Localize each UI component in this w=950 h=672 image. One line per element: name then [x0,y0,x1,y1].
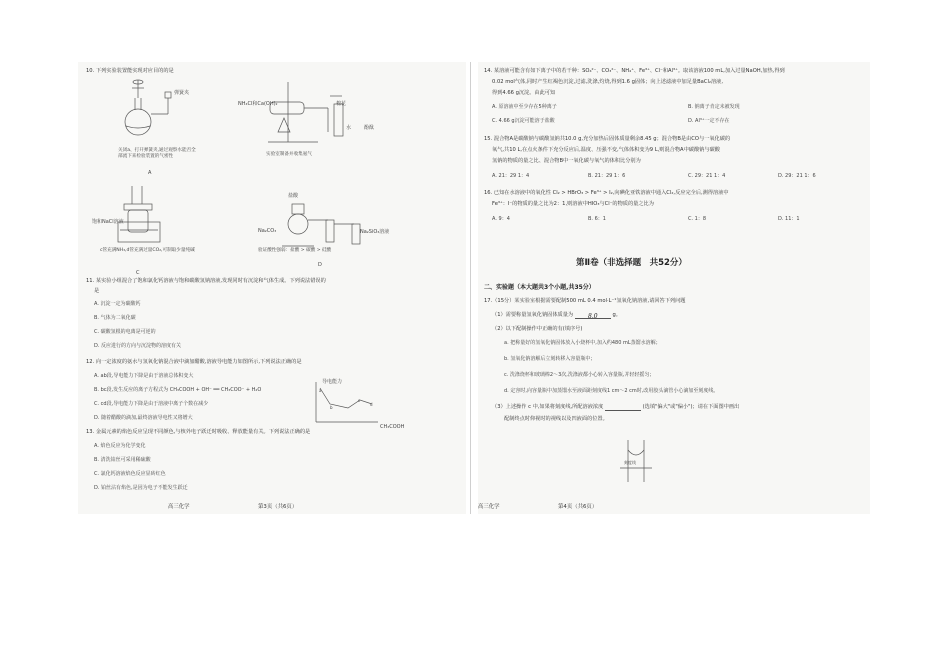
graph-point-a: a [319,388,322,393]
q15-line-1: 15. 混合物A是碳酸钠与碳酸氢钠共10.0 g,充分加热后固体质量剩余8.45 g；混合物B是由CO与一氧化碳的 [484,136,731,142]
q13-option-b: B. 清洗铂丝可采用稀硫酸 [94,457,151,463]
label-b-indicator: 酚酞 [364,125,375,131]
q10-stem: 10. 下列实验装置能实现对应目的的是 [86,68,174,74]
q17-sub3 [492,404,739,411]
q16-option-d: D. 11：1 [778,216,800,222]
caption-c: c管充满NH₃,d管充满过量CO₂,可制取少量纯碱 [100,248,195,253]
label-d-na2sio3: Na₂SiO₃溶液 [360,229,390,235]
q16-option-b: B. 6：1 [588,216,606,222]
q14-line-2: 0.02 mol气体,同时产生红褐色沉淀,过滤,洗涤,灼烧,得到1.6 g固体；向上述滤液中加足量BaCl₂溶液, [492,79,724,85]
q15-option-c: C. 29：21 1：4 [688,173,726,179]
q12-stem: 12. 向一定浓度的氨水与氢氧化钠混合液中滴加醋酸,溶液导电能力如图所示,下列说法正确的是 [86,359,302,365]
q17-sub1-unit: g。 [612,312,621,318]
label-d-na2co3: Na₂CO₃ [258,228,277,234]
graph-point-b: b [330,405,333,410]
q17-sub1-text: （1）需要称量氢氧化钠固体质量为 [492,312,574,318]
footer-subject-left: 高三化学 [168,504,190,510]
q17-sub3-text: （3）上述操作 c 中,如果将刻度线,所配溶液浓度 [492,404,604,410]
q11-stem-cont: 是 [94,288,100,294]
section-title: 第Ⅱ卷（非选择题 共52分） [576,258,687,268]
q17-sub2: （2）以下配制操作中正确的有(填序号) [492,326,583,332]
footer-page-left: 第3页（共6页） [258,504,298,510]
q12-option-c: C. cd段,导电能力下降是由于溶液中离子个数在减少 [94,401,209,407]
apparatus-d-diagram [268,190,378,248]
exam-page-4 [478,62,870,514]
q17-sub3-text-cont: (选填"偏大"或"偏小")；请在下面图中画出 [642,404,740,410]
q12-option-b: B. bc段,发生反应的离子方程式为 CH₃COOH + OH⁻ ══ CH₃COO⁻ + H₂O [94,387,262,393]
caption-a: 关闭a、打开弹簧夹,通过观察水能否全部流下来检验装置的气密性 [118,148,196,159]
graph-point-c: c [358,398,361,403]
apparatus-c-diagram [118,186,188,246]
q11-option-b: B. 气体为二氧化碳 [94,315,136,321]
label-b-cotton: 棉花 [336,101,347,107]
q12-option-a: A. ab段,导电能力下降是由于溶液总体积变大 [94,373,194,379]
q15-line-2: 氧气,共10 L,在点火条件下充分反应后,温度、压强不变,气体体积变为9 L,则混合物A中碳酸钠与碳酸 [492,147,720,153]
graph-ylabel: 导电能力 [322,379,343,385]
q17-sub1 [492,312,621,319]
q13-option-d: D. 铂丝沾有焰色,是因为电子不能发生跃迁 [94,485,188,491]
q14-line-3: 得到4.66 g沉淀。由此可知 [492,90,556,96]
q17-item-b: b. 氢氧化钠溶解后立刻转移入容量瓶中； [504,356,596,362]
exam-page-3 [78,62,466,514]
footer-subject-right: 高三化学 [478,504,500,510]
q14-option-b: B. 钠离子肯定未被发现 [688,104,740,110]
q13-stem: 13. 金属元素的焰色反应呈现不同颜色,与核外电子跃迁时吸收、释放能量有关。下列说法正确的是 [86,429,311,435]
graph-point-d: d [370,402,373,407]
letter-d: D [318,262,322,268]
q16-line-2: Fe³⁺：I⁻的物质的量之比为2：1,则溶液中HIO₃与Cl⁻的物质的量之比为 [492,201,654,207]
q17-line-1: 17.（15分）某实验室根据需要配制500 mL 0.4 mol·L⁻¹氢氧化钠溶液,请回答下列问题 [484,298,686,304]
q14-option-c: C. 4.66 g沉淀可能溶于盐酸 [492,118,555,124]
apparatus-b-diagram [258,82,368,152]
q15-option-d: D. 29：21 1：6 [778,173,816,179]
q17-sub1-answer-blank [575,313,611,319]
q15-option-b: B. 21：29 1：6 [588,173,626,179]
q13-option-c: C. 氯化钙溶液焰色反应显砖红色 [94,471,166,477]
label-b-reagent: NH₄Cl和Ca(OH)₂ [238,101,278,107]
q16-option-a: A. 9：4 [492,216,510,222]
label-b-water: 水 [346,125,352,131]
q16-line-1: 16. 已知在水溶液中的氧化性 Cl₂ > HBrO₃ > Fe³⁺ > I₂,向碘化亚铁溶液中通入Cl₂,反应完全后,测得溶液中 [484,190,729,196]
caption-d: 验证酸性强弱：盐酸 > 碳酸 > 硅酸 [258,248,332,253]
q14-option-a: A. 原溶液中至少存在5种离子 [492,104,557,110]
q17-sub3-answer-blank [605,405,641,411]
label-d-acid: 盐酸 [288,193,299,199]
label-c-sat: 饱和NaCl溶液 [92,219,124,225]
q11-stem: 11. 某实验小组混合了饱和氯化钙溶液与饱和碳酸氢钠溶液,发现同时有沉淀和气体生成。下列说法错误的 [86,278,326,284]
letter-c: C [136,270,140,276]
caption-b: 实验室制备并收集氨气 [266,152,312,157]
volumetric-flask-neck-diagram [616,438,656,484]
q15-option-a: A. 21：29 1：4 [492,173,530,179]
q17-sub1-handwritten-answer: 8.0 [588,313,598,320]
q11-option-d: D. 反应进行的方向与沉淀物的溶度有关 [94,343,182,349]
q14-option-d: D. Al³⁺一定不存在 [688,118,730,124]
q12-option-d: D. 随着醋酸的滴加,最终溶液导电性又将增大 [94,415,193,421]
flask-mark-label: 刻度线 [624,460,636,465]
q11-option-a: A. 沉淀一定为碳酸钙 [94,301,141,307]
page-divider [470,62,471,514]
q15-line-3: 氢钠的物质的量之比、混合物B中一氧化碳与氧气的体积比分别为 [492,158,641,164]
q13-option-a: A. 焰色反应为化学变化 [94,443,146,449]
q17-item-a: a. 把称量好的氢氧化钠固体放入小烧杯中,加入约480 mL蒸馏水溶解； [504,340,661,346]
q17-sub3-line2: 配制终点时仰视时的视线以及凹液面的位置。 [504,416,608,422]
graph-xlabel: CH₃COOH [380,424,405,430]
q11-option-c: C. 碳酸氢根的电离是可逆的 [94,329,156,335]
q14-line-1: 14. 某溶液可能含有如下离子中的若干种：SO₄²⁻、CO₃²⁻、NH₄⁺、Fe³⁺、Cl⁻和Al³⁺。取该溶液100 mL,加入过量NaOH,加热,得到 [484,68,785,74]
q16-option-c: C. 1：8 [688,216,707,222]
section-heading: 二、实验题（本大题共3个小题,共35分） [484,284,595,291]
letter-a: A [148,170,152,176]
footer-page-right: 第4页（共6页） [558,504,598,510]
q17-item-d: d. 定容时,向容量瓶中加蒸馏水至液面距刻度线1 cm～2 cm时,改用胶头滴管小心滴加至刻度线。 [504,388,719,394]
label-a-tap: 弹簧夹 [174,90,190,96]
q17-item-c: c. 洗涤烧杯和玻璃棒2～3次,洗涤液都小心转入容量瓶,并轻轻摇匀； [504,372,655,378]
